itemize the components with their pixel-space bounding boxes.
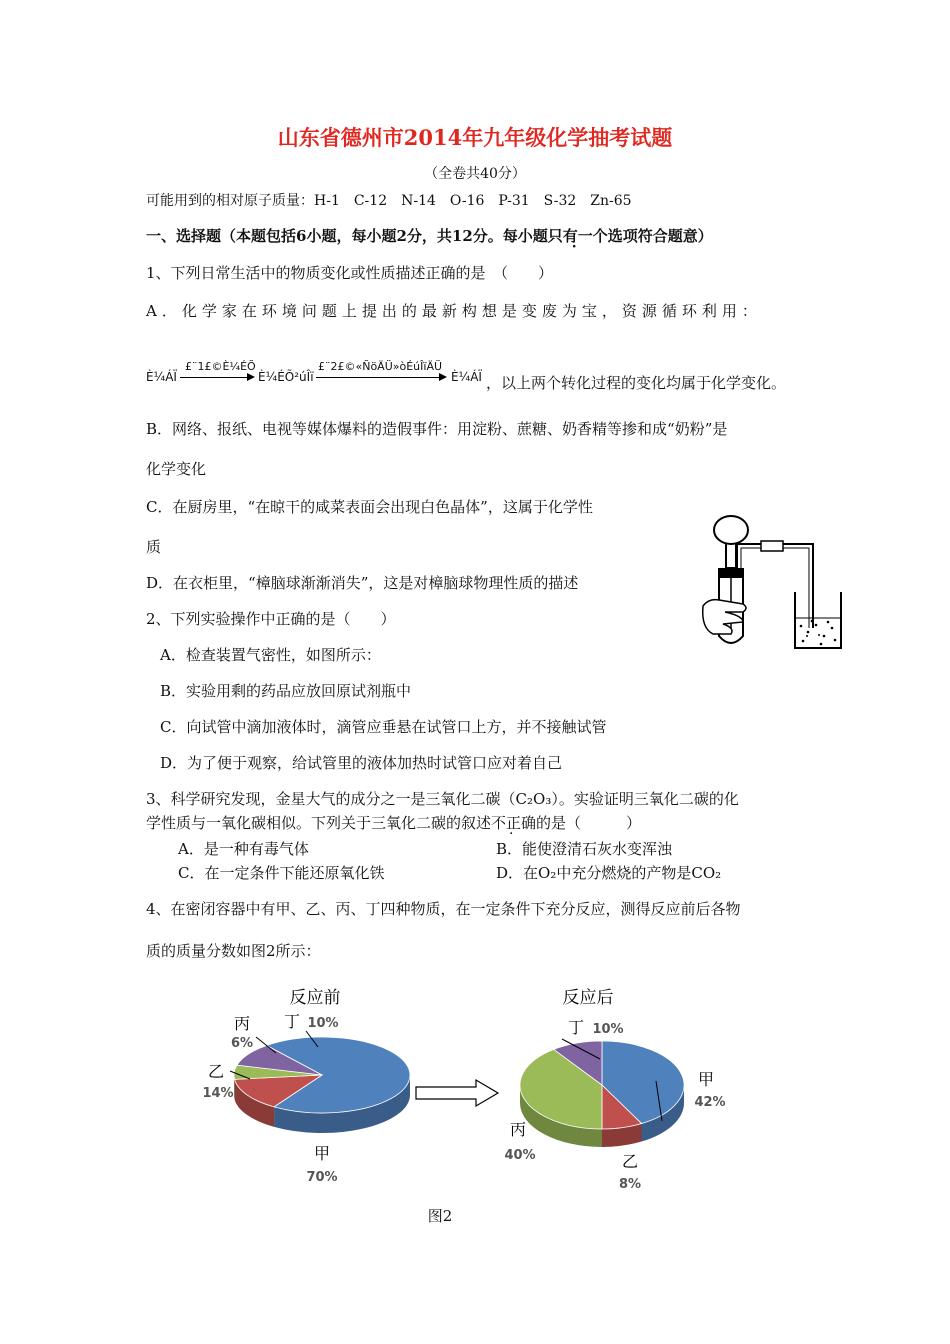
pie-before-pct-jia: 70% — [306, 1170, 338, 1185]
q3-option-b: B．能使澄清石灰水变浑浊 — [496, 840, 673, 858]
pie-before-pct-bing: 6% — [230, 1036, 254, 1051]
pie-charts-figure — [180, 975, 760, 1195]
pie-after-pct-bing: 40% — [504, 1148, 536, 1163]
q4-stem-line2: 质的质量分数如图2所示： — [146, 942, 321, 960]
pie-before-title: 反应前 — [289, 988, 341, 1008]
q1-option-b-line2: 化学变化 — [146, 460, 207, 478]
q3-stem-prefix: 学性质与一氧化碳相似。下列关于三氧化二碳的叙述 — [146, 814, 492, 832]
q3-stem-emphasis: 不正确 — [491, 814, 537, 832]
q2-option-d: D．为了便于观察，给试管里的液体加热时试管口应对着自己 — [160, 754, 563, 772]
transition-arrow — [416, 1080, 498, 1106]
figure-caption: 图2 — [427, 1207, 453, 1225]
scheme-node-products: È¼ÉÕ²úÎï — [258, 370, 314, 384]
pie-after-pct-jia: 42% — [694, 1095, 726, 1110]
pie-after-label-jia: 甲 — [697, 1070, 715, 1089]
pie-after-pct-ding: 10% — [592, 1022, 624, 1037]
pie-after — [520, 1041, 684, 1147]
scheme-conclusion: ，以上两个转化过程的变化均属于化学变化。 — [486, 374, 787, 392]
pie-before-label-jia: 甲 — [313, 1144, 331, 1163]
pie-before-label-bing: 丙 — [233, 1014, 251, 1033]
q3-stem-suffix: 的是（ ） — [536, 814, 642, 832]
atomic-masses: 可能用到的相对原子质量：H-1 C-12 N-14 O-16 P-31 S-32 Zn-65 — [146, 193, 632, 209]
section-heading-prefix: 一、选择题（本题包括6小题，每小题2分，共12分。每小题 — [146, 227, 548, 245]
pie-after-label-bing: 丙 — [509, 1120, 527, 1139]
q1-option-c-line2: 质 — [146, 538, 162, 556]
scheme-node-fuel-2: È¼ÁÏ — [451, 370, 482, 384]
q3-option-c: C．在一定条件下能还原氧化铁 — [178, 864, 385, 882]
q1-option-a: A．化学家在环境问题上提出的最新构想是变废为宝，资源循环利用： — [146, 302, 762, 320]
q1-stem: 1、下列日常生活中的物质变化或性质描述正确的是 （ ） — [146, 264, 554, 282]
pie-before-label-yi: 乙 — [207, 1062, 225, 1081]
q1-option-c-line1: C．在厨房里，“在晾干的咸菜表面会出现白色晶体”，这属于化学性 — [146, 498, 593, 516]
q3-option-a: A．是一种有毒气体 — [178, 840, 309, 858]
airtightness-apparatus-figure — [695, 508, 845, 653]
scheme-arrow-1 — [180, 377, 248, 378]
q2-option-a: A．检查装置气密性，如图所示： — [160, 646, 381, 664]
q2-option-b: B．实验用剩的药品应放回原试剂瓶中 — [160, 682, 412, 700]
q2-stem: 2、下列实验操作中正确的是（ ） — [146, 610, 396, 628]
page-subtitle: （全卷共40分） — [424, 166, 526, 182]
scheme-node-fuel-1: È¼ÁÏ — [146, 370, 177, 384]
pie-after-title: 反应后 — [562, 988, 614, 1008]
section-heading-emphasis: 只有一个 — [547, 227, 608, 245]
pie-before-pct-ding: 10% — [307, 1016, 339, 1031]
scheme-arrowhead-1 — [247, 373, 255, 381]
q3-option-d: D．在O₂中充分燃烧的产物是CO₂ — [496, 864, 722, 882]
q3-stem-line2 — [146, 812, 641, 833]
q4-stem-line1: 4、在密闭容器中有甲、乙、丙、丁四种物质，在一定条件下充分反应，测得反应前后各物 — [146, 900, 741, 918]
pie-after-label-ding: 丁 — [567, 1018, 585, 1037]
pie-before — [234, 1037, 410, 1133]
pie-before-label-ding: 丁 — [283, 1012, 301, 1031]
scheme-arrow-label-1: £¨1£©È¼ÉÕ — [185, 360, 256, 373]
q1-option-b-line1: B．网络、报纸、电视等媒体爆料的造假事件：用淀粉、蔗糖、奶香精等掺和成“奶粉”是 — [146, 420, 728, 438]
q3-stem-line1: 3、科学研究发现，金星大气的成分之一是三氧化二碳（C₂O₃）。实验证明三氧化二碳的化 — [146, 790, 739, 808]
section-heading-suffix: 选项符合题意） — [607, 227, 713, 245]
scheme-arrow-label-2: £¨2£©«ÑöÄÜ»òÉúÎïÄÜ — [318, 360, 443, 373]
section-heading — [146, 225, 713, 246]
scheme-arrowhead-2 — [439, 373, 447, 381]
pie-after-label-yi: 乙 — [621, 1152, 639, 1171]
q2-option-c: C．向试管中滴加液体时，滴管应垂悬在试管口上方，并不接触试管 — [160, 718, 607, 736]
page-title: 山东省德州市2014年九年级化学抽考试题 — [277, 125, 673, 150]
scheme-arrow-2 — [316, 377, 440, 378]
pie-before-pct-yi: 14% — [202, 1086, 234, 1101]
q1-option-d: D．在衣柜里，“樟脑球渐渐消失”，这是对樟脑球物理性质的描述 — [146, 574, 579, 592]
pie-after-pct-yi: 8% — [618, 1177, 642, 1192]
